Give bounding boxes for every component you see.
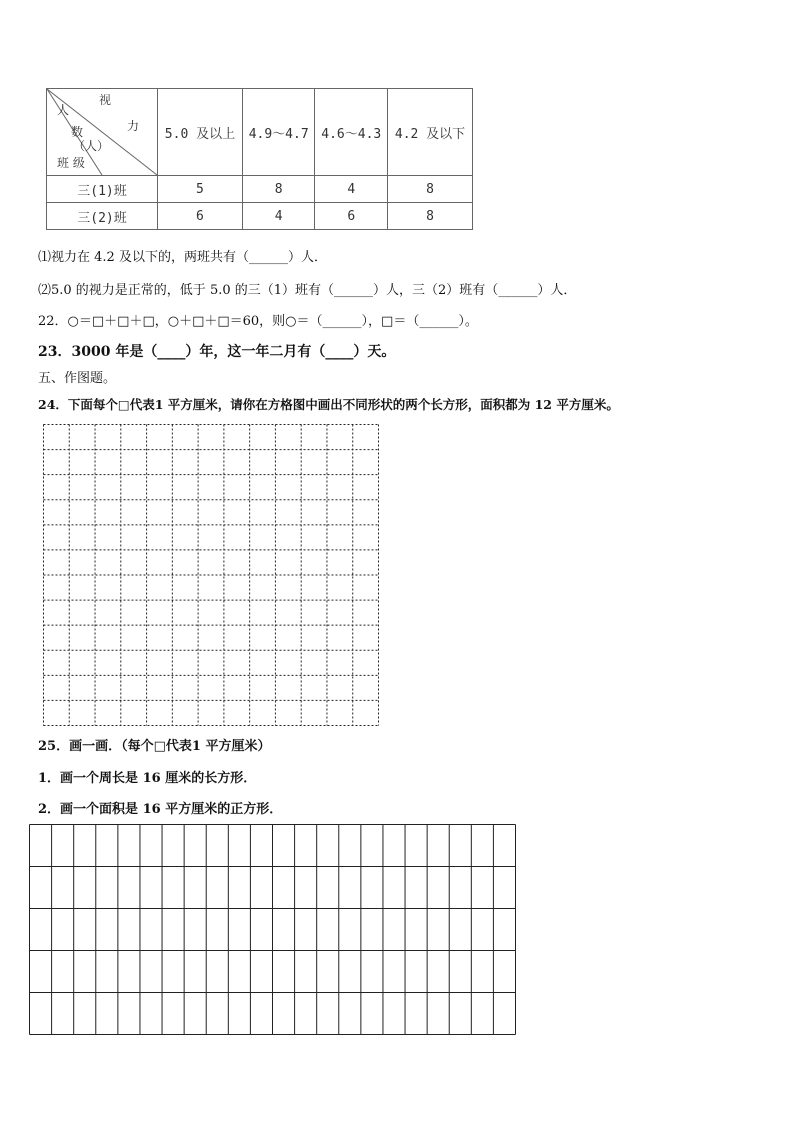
table-cell: 8 (388, 176, 473, 203)
table-cell: 6 (315, 203, 388, 230)
table-cell: 6 (158, 203, 243, 230)
q22-blank2[interactable]: ______ (419, 314, 459, 329)
q21-p2-blank2[interactable]: ______ (498, 283, 538, 298)
header-col1: 5.0 及以上 (158, 89, 243, 176)
q25-item2: 2．画一个面积是 16 平方厘米的正方形． (38, 802, 283, 817)
q21-p2-mid: ）人，三（2）班有（ (373, 283, 499, 298)
q24-text: 24．下面每个□代表1 平方厘米，请你在方格图中画出不同形状的两个长方形，面积都为 12 平方厘米。 (38, 397, 619, 412)
header-col3: 4.6～4.3 (315, 89, 388, 176)
solid-drawing-grid[interactable] (29, 824, 516, 1035)
table-header-row (47, 89, 473, 176)
q21-part2 (38, 282, 576, 300)
header-people-char1: 人 (57, 103, 70, 117)
table-cell: 5 (158, 176, 243, 203)
header-vision-char1: 视 (99, 93, 112, 107)
table-cell: 4 (315, 176, 388, 203)
header-class: 班 级 (57, 156, 85, 170)
q22-mid: ），□＝（ (361, 314, 420, 329)
dashed-drawing-grid[interactable] (43, 424, 379, 726)
q23-prefix: 23．3000 年是（ (38, 344, 158, 360)
q23 (38, 343, 395, 361)
q21-p2-prefix: ⑵5.0 的视力是正常的，低于 5.0 的三（1）班有（ (38, 283, 335, 298)
q21-p1-suffix: ）人． (287, 250, 327, 265)
q23-mid: ）年，这一年二月有（ (185, 344, 326, 360)
section-heading: 五、作图题。 (38, 371, 117, 386)
q22-prefix: 22．○＝□＋□＋□，○＋□＋□＝60，则○＝（ (38, 314, 323, 329)
table-cell: 8 (242, 176, 315, 203)
header-people-char2: 数 (71, 125, 84, 139)
header-vision-char2: 力 (127, 119, 140, 133)
table-row (47, 203, 473, 230)
q25-title: 25．画一画．（每个□代表1 平方厘米） (38, 739, 271, 754)
header-col4: 4.2 及以下 (388, 89, 473, 176)
header-people-unit: （人） (73, 139, 110, 153)
q21-part1 (38, 249, 327, 267)
table-cell: 8 (388, 203, 473, 230)
row-class-name: 三(1)班 (47, 176, 158, 203)
q23-blank2[interactable]: ____ (325, 344, 354, 360)
q21-p2-blank1[interactable]: ______ (334, 283, 374, 298)
row-class-name: 三(2)班 (47, 203, 158, 230)
header-col2: 4.9～4.7 (242, 89, 315, 176)
q22-suffix: ）。 (458, 314, 478, 329)
q23-suffix: ）天。 (353, 344, 396, 360)
diagonal-header-cell (47, 89, 158, 176)
table-cell: 4 (242, 203, 315, 230)
q23-blank1[interactable]: ____ (157, 344, 186, 360)
q22-blank1[interactable]: ______ (322, 314, 362, 329)
q25-item1: 1．画一个周长是 16 厘米的长方形． (38, 771, 257, 786)
q22 (38, 313, 478, 331)
table-row (47, 176, 473, 203)
q21-p1-blank[interactable]: ______ (248, 250, 288, 265)
q21-p1-prefix: ⑴视力在 4.2 及以下的，两班共有（ (38, 250, 249, 265)
q21-p2-suffix: ）人． (537, 283, 577, 298)
vision-table (46, 88, 473, 230)
